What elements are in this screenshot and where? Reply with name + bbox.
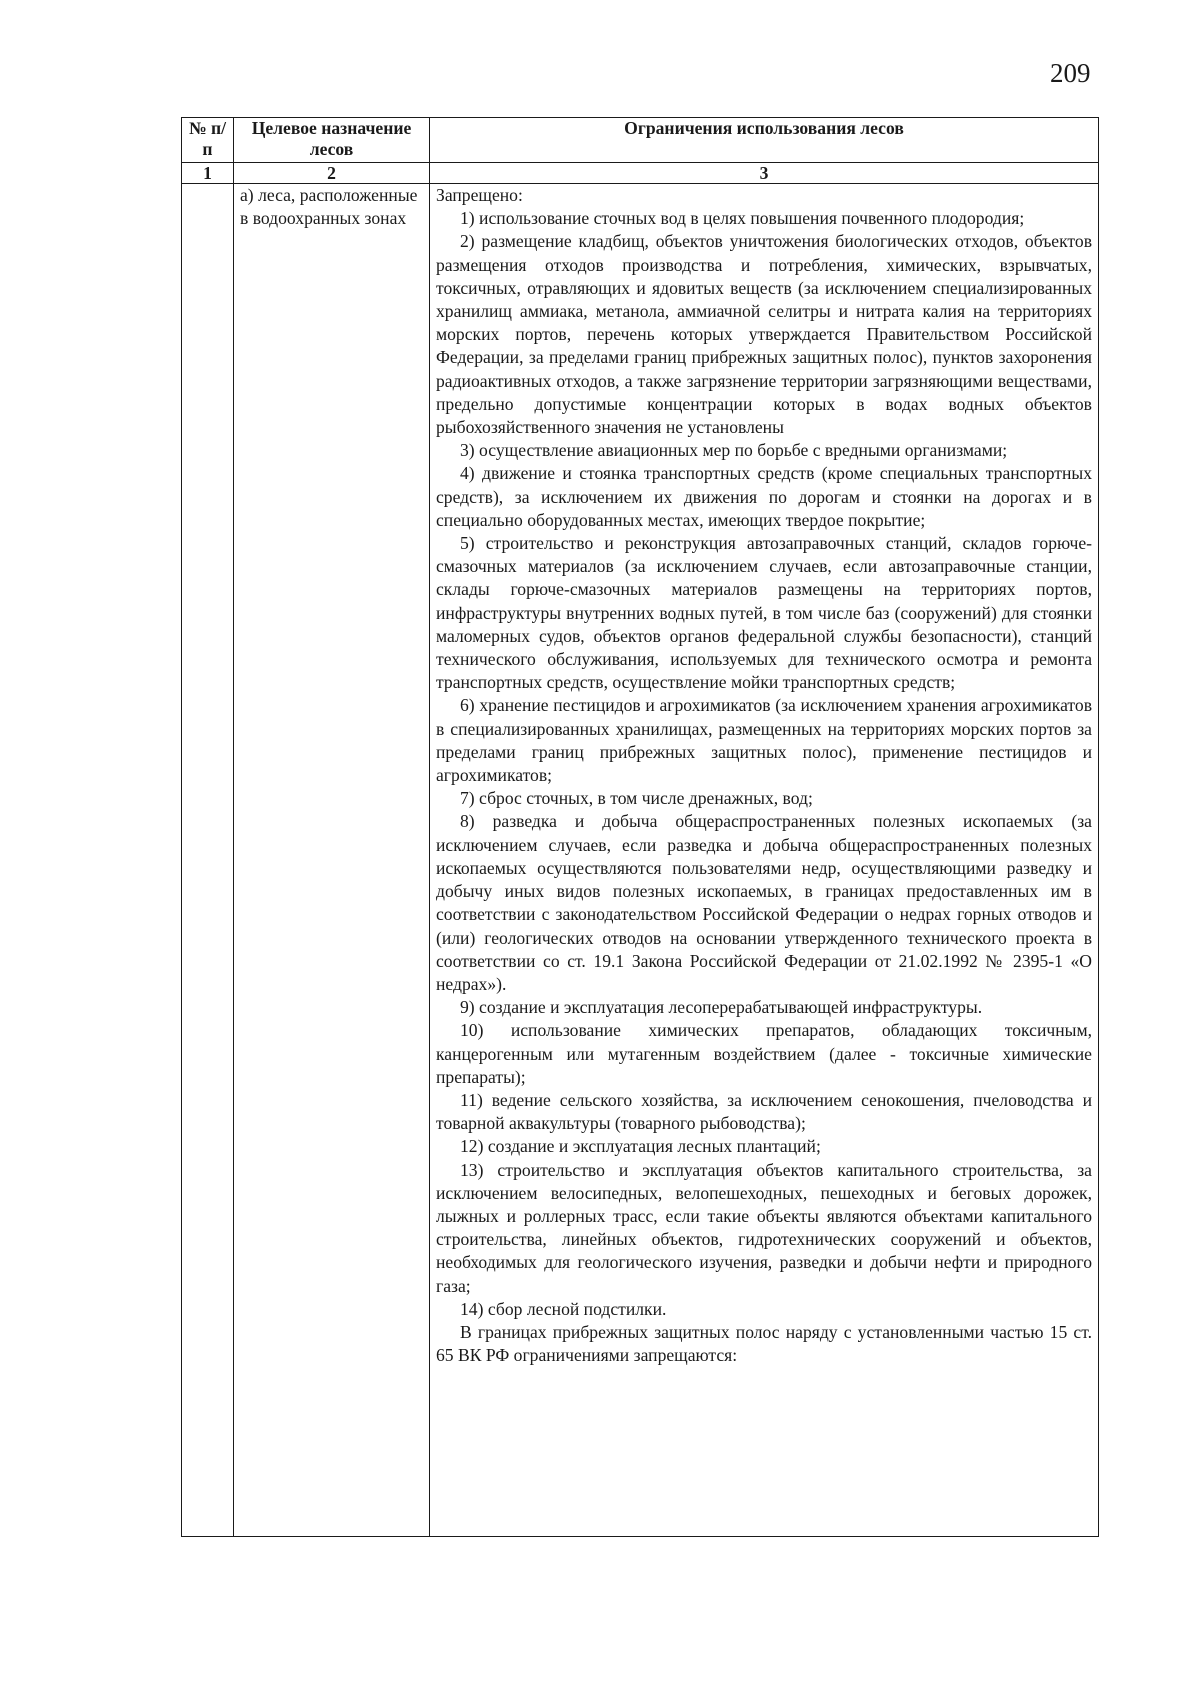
- restriction-item-2: 2) размещение кладбищ, объектов уничтожения биологических отходов, объектов размещения отходов производства и потребления, химических, взрывчатых, токсичных, отравляющих и ядовитых веществ (за исключением специализированных хранилищ аммиака, метанола, аммиачной селитры и нитрата калия на территориях морских портов, перечень которых утверждается Правительством Российской Федерации, за пределами границ прибрежных защитных полос), пунктов захоронения радиоактивных отходов, а также загрязнение территории загрязняющими веществами, предельно допустимые концентрации которых в водах водных объектов рыбохозяйственного значения не установлены: [436, 231, 1092, 438]
- restriction-item-6: 6) хранение пестицидов и агрохимикатов (за исключением хранения агрохимикатов в специализированных хранилищах, размещенных на территориях морских портов за пределами границ прибрежных защитных полос), применение пестицидов и агрохимикатов;: [436, 695, 1092, 786]
- restriction-item-9: 9) создание и эксплуатация лесоперерабатывающей инфраструктуры.: [460, 997, 983, 1018]
- purpose-cell: а) леса, расположенные в водоохранных зонах: [234, 184, 430, 1537]
- restriction-item-1: 1) использование сточных вод в целях повышения почвенного плодородия;: [460, 208, 1025, 229]
- restriction-item-3: 3) осуществление авиационных мер по борьбе с вредными организмами;: [460, 440, 1008, 461]
- column-number-row: [182, 163, 1099, 184]
- header-purpose: Целевое назначение лесов: [234, 118, 430, 163]
- table-header-row: [182, 118, 1099, 163]
- table-row: [182, 184, 1099, 1537]
- restriction-item-5: 5) строительство и реконструкция автозаправочных станций, складов горюче-смазочных материалов (за исключением случаев, если автозаправочные станции, склады горюче-смазочных материалов размещены на территориях портов, инфраструктуры внутренних водных путей, в том числе баз (сооружений) для стоянки маломерных судов, объектов органов федеральной службы безопасности), станций технического обслуживания, используемых для технического осмотра и ремонта транспортных средств, осуществление мойки транспортных средств;: [436, 533, 1092, 693]
- restriction-item-8: 8) разведка и добыча общераспространенных полезных ископаемых (за исключением случаев, если разведка и добыча общераспространенных полезных ископаемых осуществляются пользователями недр, осуществляющими разведку и добычу иных видов полезных ископаемых, в границах предоставленных им в соответствии с законодательством Российской Федерации о недрах горных отводов и (или) геологических отводов на основании утвержденного технического проекта в соответствии со ст. 19.1 Закона Российской Федерации от 21.02.1992 № 2395-1 «О недрах»).: [436, 811, 1092, 994]
- column-number-3: 3: [430, 163, 1099, 184]
- row-number-cell: [182, 184, 234, 1537]
- restriction-item-7: 7) сброс сточных, в том числе дренажных, вод;: [460, 788, 813, 809]
- restriction-item-10: 10) использование химических препаратов, обладающих токсичным, канцерогенным или мутагенным воздействием (далее - токсичные химические препараты);: [436, 1020, 1092, 1087]
- restriction-item-13: 13) строительство и эксплуатация объектов капитального строительства, за исключением велосипедных, велопешеходных, пешеходных и беговых дорожек, лыжных и роллерных трасс, если такие объекты являются объектами капитального строительства, линейных объектов, гидротехнических сооружений и объектов, необходимых для геологического изучения, разведки и добычи нефти и природного газа;: [436, 1159, 1092, 1296]
- header-restrictions: Ограничения использования лесов: [430, 118, 1099, 163]
- restriction-item-12: 12) создание и эксплуатация лесных плантаций;: [460, 1136, 821, 1157]
- column-number-2: 2: [234, 163, 430, 184]
- header-number: № п/п: [182, 118, 234, 163]
- page-number: 209: [1050, 58, 1091, 88]
- restrictions-table: [181, 117, 1099, 1537]
- coastal-zone-note: В границах прибрежных защитных полос наряду с установленными частью 15 ст. 65 ВК РФ ограничениями запрещаются:: [436, 1321, 1092, 1366]
- restrictions-cell: [430, 184, 1099, 1537]
- column-number-1: 1: [182, 163, 234, 184]
- restriction-item-11: 11) ведение сельского хозяйства, за исключением сенокошения, пчеловодства и товарной аквакультуры (товарного рыбоводства);: [436, 1089, 1092, 1134]
- restrictions-intro: Запрещено:: [436, 185, 523, 205]
- restriction-item-14: 14) сбор лесной подстилки.: [460, 1298, 667, 1319]
- restriction-item-4: 4) движение и стоянка транспортных средств (кроме специальных транспортных средств), за исключением их движения по дорогам и стоянки на дорогах и в специально оборудованных местах, имеющих твердое покрытие;: [436, 463, 1092, 530]
